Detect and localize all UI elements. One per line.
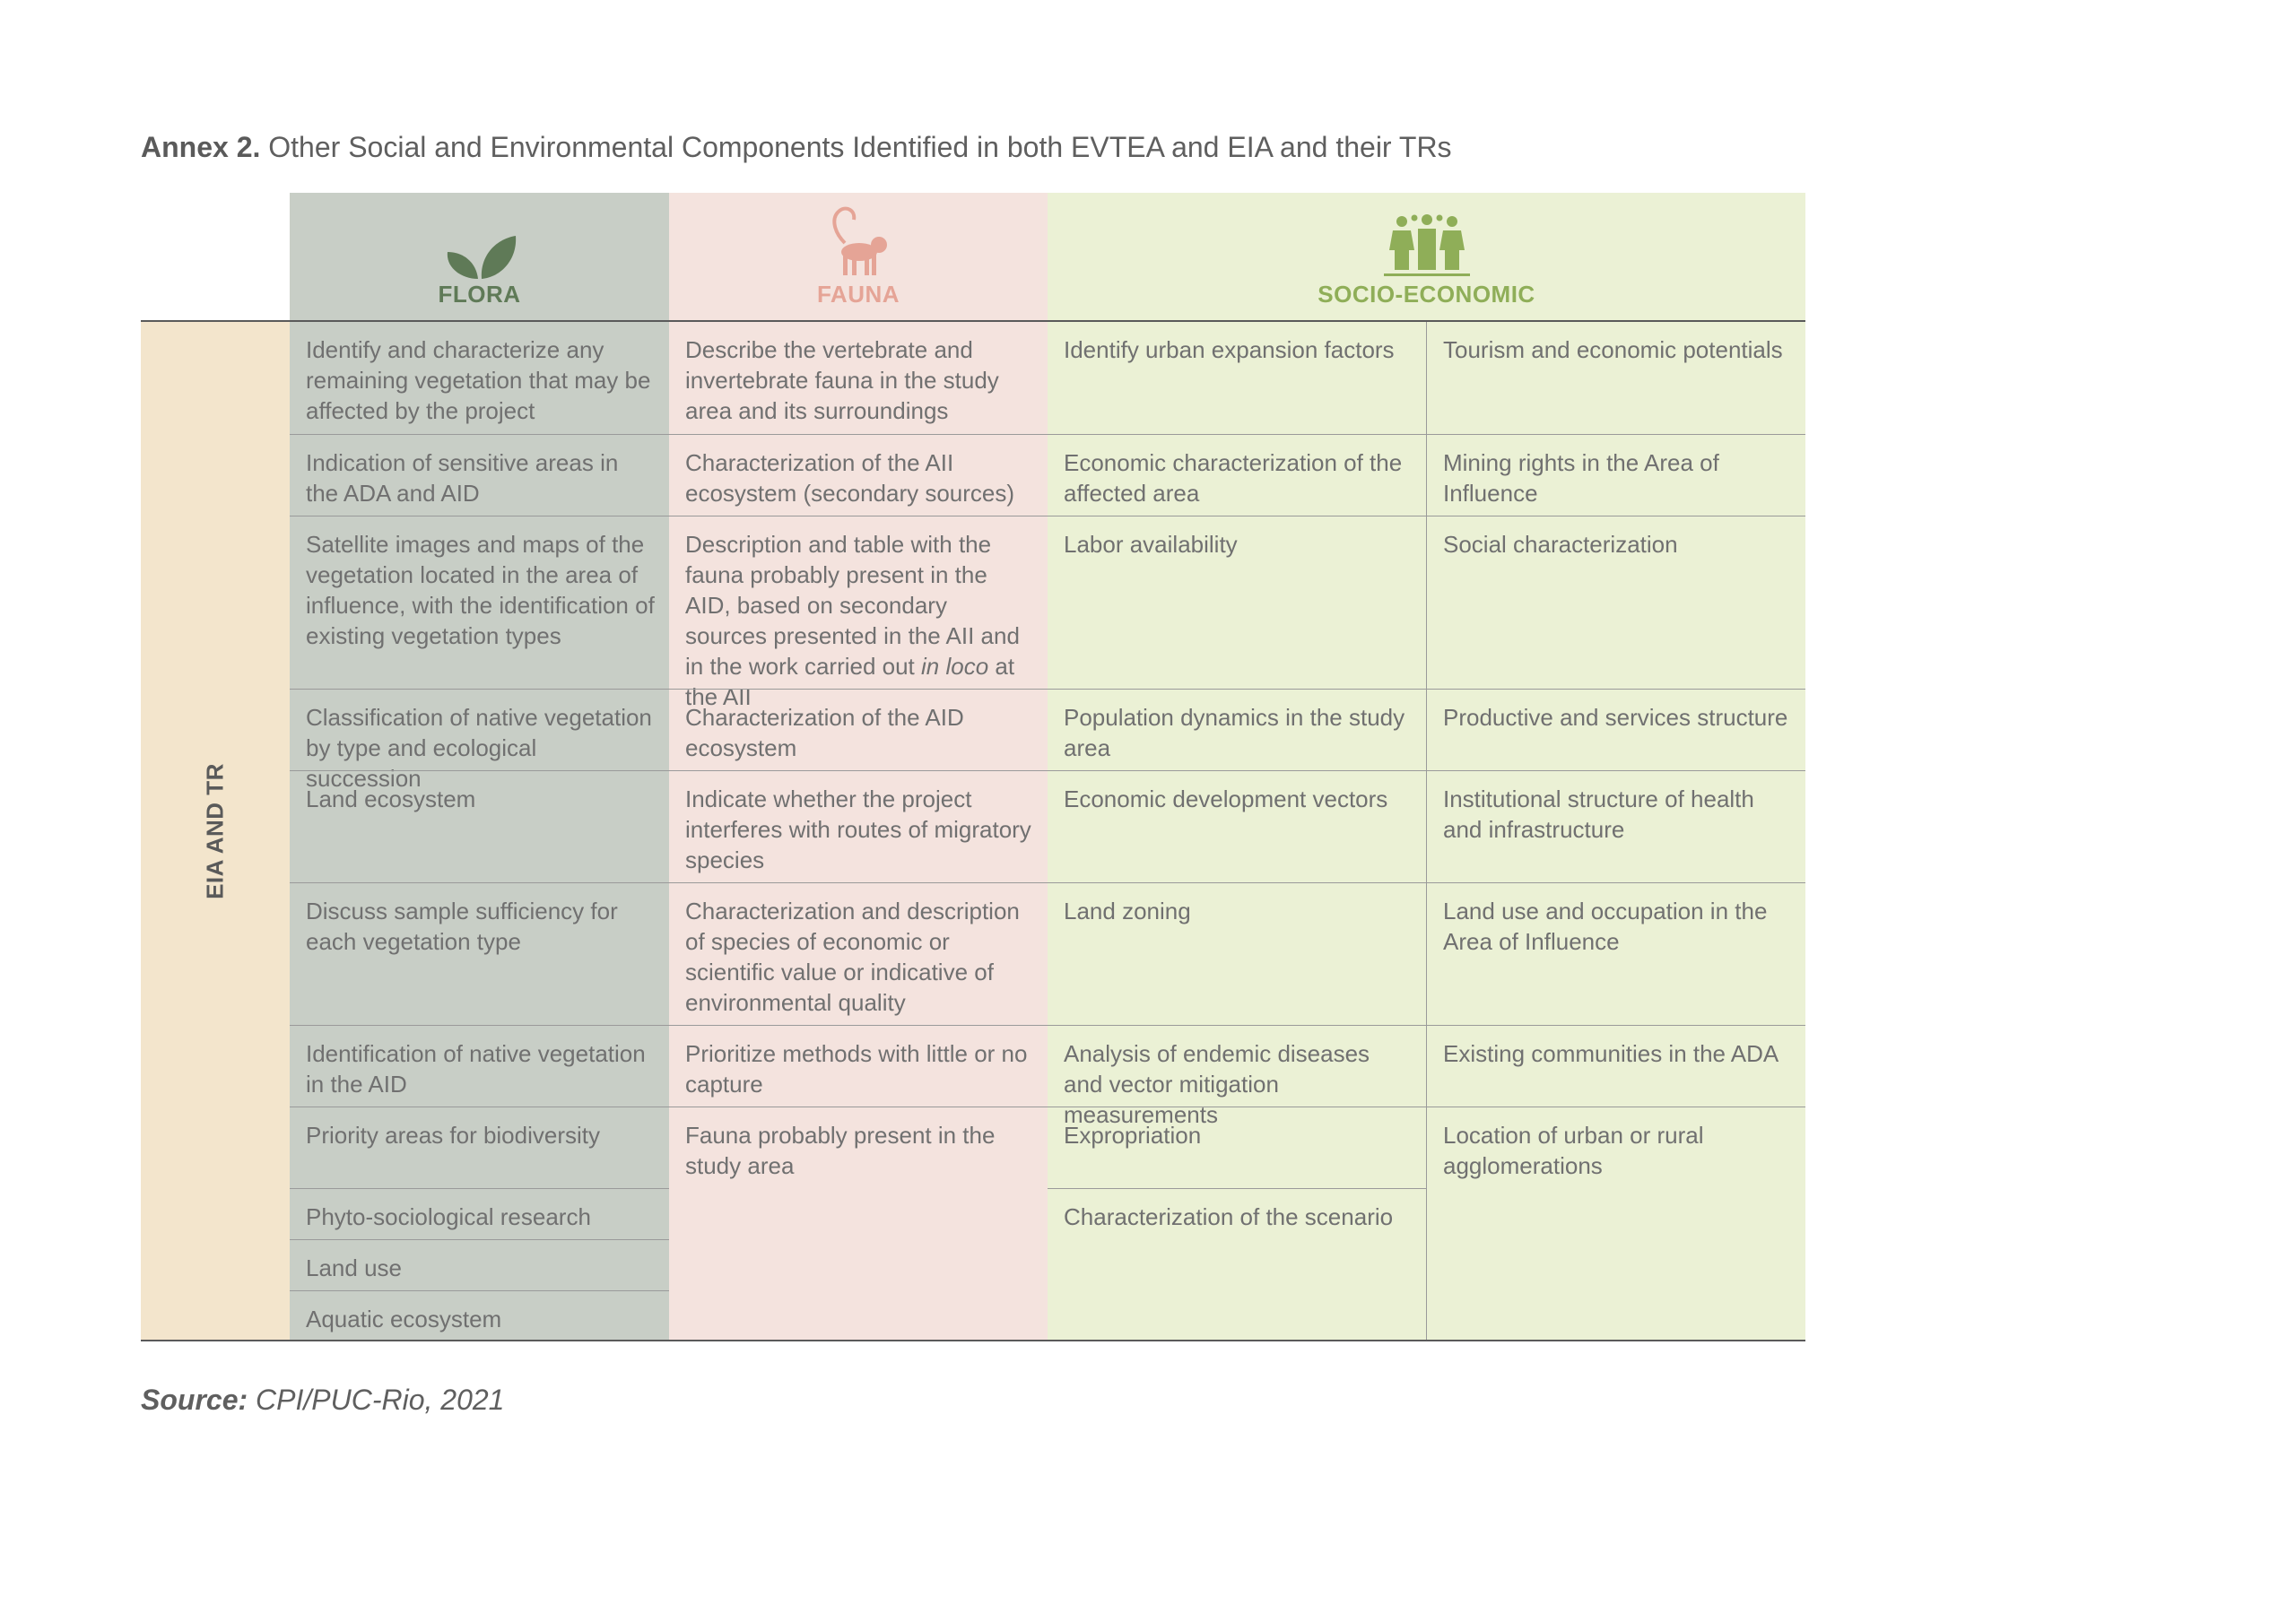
header-socio-label: SOCIO-ECONOMIC xyxy=(1318,281,1535,308)
table-cell-fauna: Indicate whether the project interferes with routes of migratory species xyxy=(669,770,1048,882)
table-cell-socio: Location of urban or rural agglomerations xyxy=(1427,1107,1805,1340)
leaf-icon xyxy=(442,229,517,282)
row-group-label xyxy=(141,322,290,1340)
table-cell-fauna: Describe the vertebrate and invertebrate fauna in the study area and its surroundings xyxy=(685,336,999,424)
table-cell-socio: Economic characterization of the affected area xyxy=(1048,434,1426,516)
table-cell-socio: Mining rights in the Area of Influence xyxy=(1427,434,1805,516)
table-cell-flora: Indication of sensitive areas in the ADA and AID xyxy=(290,434,669,516)
table-cell-socio: Land use and occupation in the Area of Influence xyxy=(1427,882,1805,1025)
table-cell-socio: Land zoning xyxy=(1048,882,1426,1025)
header-flora-label: FLORA xyxy=(438,281,521,308)
table-cell-flora: Aquatic ecosystem xyxy=(290,1290,669,1340)
table-cell-flora: Discuss sample sufficiency for each vegetation type xyxy=(290,882,669,1025)
table-cell-socio: Characterization of the scenario xyxy=(1048,1188,1426,1340)
source-note: Source: CPI/PUC-Rio, 2021 xyxy=(141,1384,505,1416)
table-cell-flora: Classification of native vegetation by type and ecological succession xyxy=(290,689,669,770)
table-cell-flora: Land ecosystem xyxy=(290,770,669,882)
table-cell-fauna: Characterization of the AII ecosystem (secondary sources) xyxy=(669,434,1048,516)
table-cell-socio: Analysis of endemic diseases and vector mitigation measurements xyxy=(1048,1025,1426,1107)
table-cell-flora: Phyto-sociological research xyxy=(290,1188,669,1239)
table-cell-socio: Economic development vectors xyxy=(1048,770,1426,882)
table-cell-socio: Institutional structure of health and infrastructure xyxy=(1427,770,1805,882)
table-cell-fauna: Characterization of the AID ecosystem xyxy=(669,689,1048,770)
table-cell-flora: Land use xyxy=(290,1239,669,1290)
table-cell-fauna: Fauna probably present in the study area xyxy=(669,1107,1048,1340)
table-cell-fauna: Characterization and description of species of economic or scientific value or indicative of environmental quality xyxy=(669,882,1048,1025)
row-group-label-text: EIA AND TR xyxy=(201,762,229,899)
monkey-icon xyxy=(818,205,899,281)
table-cell-socio: Expropriation xyxy=(1048,1107,1426,1188)
table-cell-socio: Social characterization xyxy=(1427,516,1805,689)
table-cell-socio: Identify urban expansion factors xyxy=(1064,336,1395,363)
table-cell-flora: Priority areas for biodiversity xyxy=(290,1107,669,1188)
header-fauna-label: FAUNA xyxy=(816,281,900,308)
header-socio-economic xyxy=(1048,193,1805,321)
table-cell-socio: Tourism and economic potentials xyxy=(1443,336,1783,363)
cell-text: Description and table with the fauna probably present in the AID, based on secondary sources presented in the AII and in the work carried out xyxy=(685,531,1020,680)
header-fauna xyxy=(669,193,1048,321)
table-cell-socio: Labor availability xyxy=(1048,516,1426,689)
table-cell-flora: Identify and characterize any remaining vegetation that may be affected by the project xyxy=(306,336,651,424)
page-title: Annex 2. Other Social and Environmental Components Identified in both EVTEA and EIA and their TRs xyxy=(141,131,1452,163)
table-cell-socio: Productive and services structure xyxy=(1427,689,1805,770)
table-cell-fauna xyxy=(669,516,1048,710)
table-cell-socio: Existing communities in the ADA xyxy=(1427,1025,1805,1107)
table-cell-fauna: Prioritize methods with little or no capture xyxy=(669,1025,1048,1107)
people-icon xyxy=(1382,213,1472,277)
table-cell-flora: Identification of native vegetation in the AID xyxy=(290,1025,669,1107)
table-cell-flora: Satellite images and maps of the vegetation located in the area of influence, with the identification of existing vegetation types xyxy=(290,516,669,689)
cell-text: at the AII xyxy=(685,653,1015,710)
header-flora xyxy=(290,193,669,321)
cell-text-italic: in loco xyxy=(921,653,989,680)
table-bottom-rule xyxy=(141,1340,1805,1341)
table-cell-socio: Population dynamics in the study area xyxy=(1048,689,1426,770)
